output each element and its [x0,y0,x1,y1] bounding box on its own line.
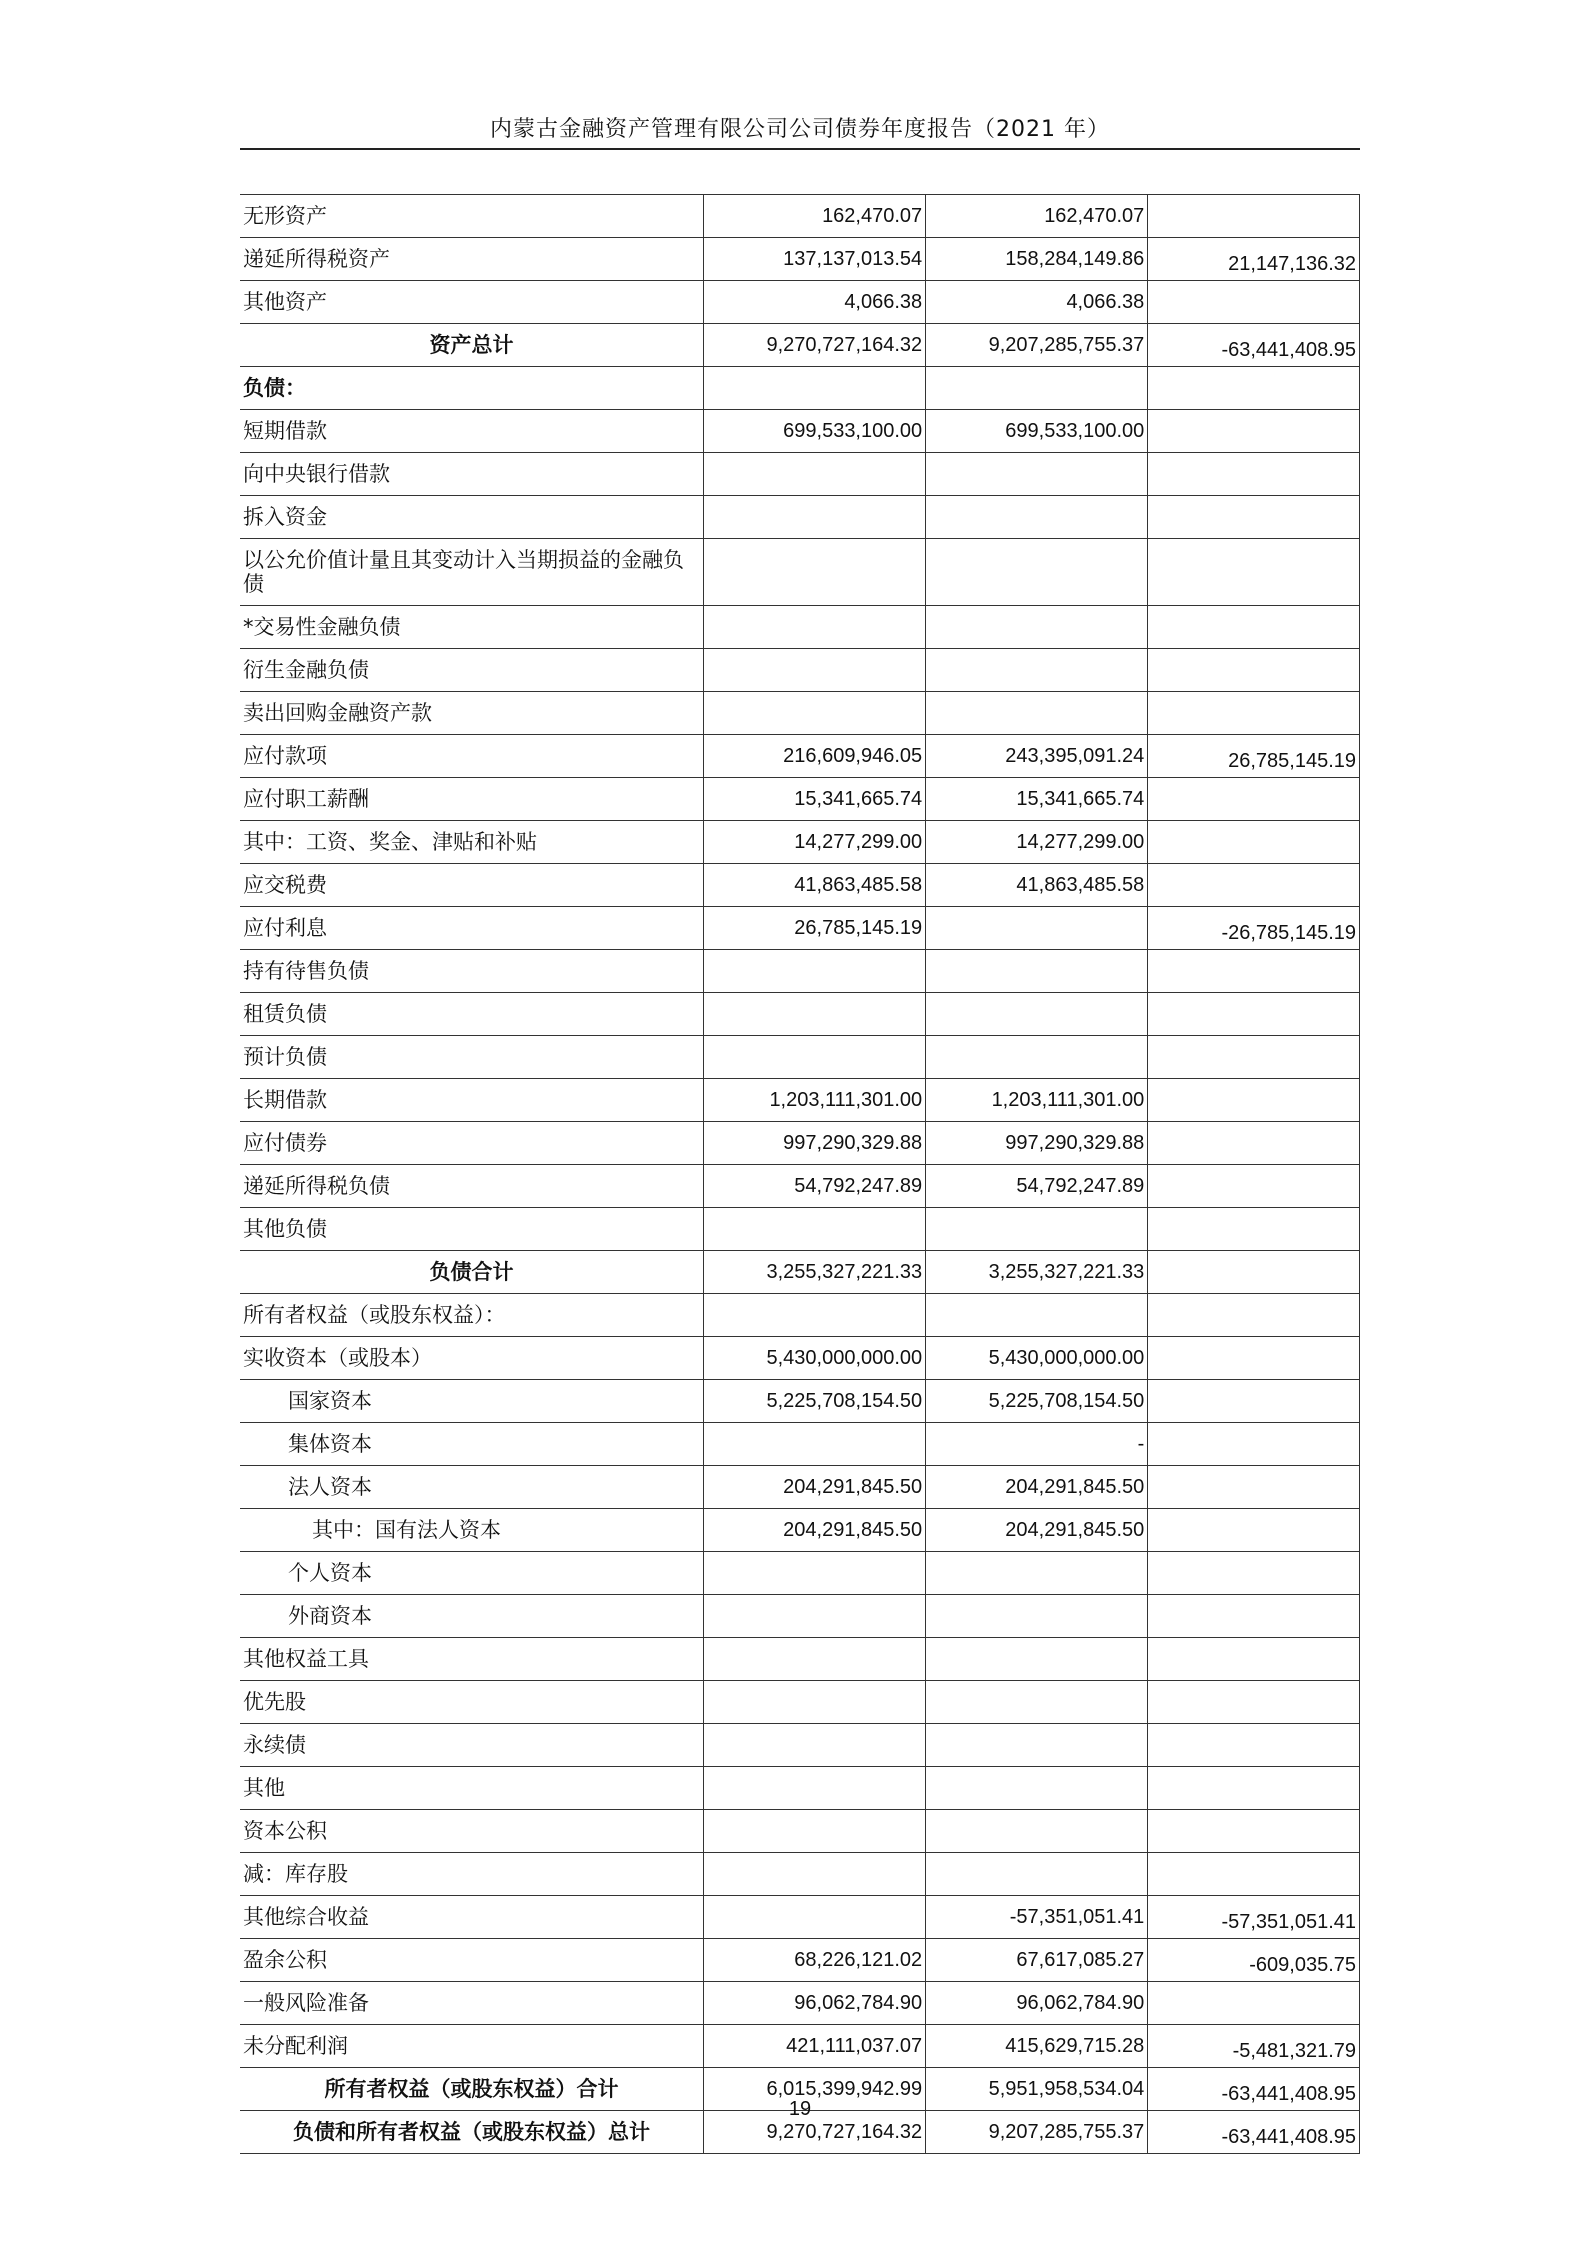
value-cell-col1 [704,1681,926,1724]
value-cell-col2 [926,1595,1148,1638]
value-cell-col2: 699,533,100.00 [926,410,1148,453]
table-row [240,1208,1360,1251]
value-cell-col3 [1148,1638,1360,1681]
row-label: 一般风险准备 [240,1982,704,2025]
value-cell-col1 [704,649,926,692]
row-label: 无形资产 [240,195,704,238]
table-row [240,410,1360,453]
table-row [240,649,1360,692]
value-cell-col1: 162,470.07 [704,195,926,238]
value-cell-col1: 26,785,145.19 [704,907,926,950]
value-cell-col2 [926,1724,1148,1767]
value-cell-col3 [1148,864,1360,907]
row-label: 应付债券 [240,1122,704,1165]
value-cell-col2 [926,1767,1148,1810]
table-row [240,1036,1360,1079]
value-cell-col1: 3,255,327,221.33 [704,1251,926,1294]
row-label: 向中央银行借款 [240,453,704,496]
value-cell-col2: 5,225,708,154.50 [926,1380,1148,1423]
value-cell-col3 [1148,821,1360,864]
value-cell-col1 [704,1595,926,1638]
table-row [240,1552,1360,1595]
value-cell-col3 [1148,1595,1360,1638]
table-row [240,539,1360,606]
value-cell-col3 [1148,1466,1360,1509]
table-row [240,821,1360,864]
table-row [240,1423,1360,1466]
value-cell-col2: 4,066.38 [926,281,1148,324]
header-divider [240,148,1360,150]
table-row [240,993,1360,1036]
value-cell-col3 [1148,281,1360,324]
value-cell-col1 [704,1853,926,1896]
value-cell-col1 [704,606,926,649]
value-cell-col1: 5,430,000,000.00 [704,1337,926,1380]
value-cell-col2: 3,255,327,221.33 [926,1251,1148,1294]
value-cell-col2: 243,395,091.24 [926,735,1148,778]
value-cell-col3: -609,035.75 [1148,1939,1360,1982]
value-cell-col1: 41,863,485.58 [704,864,926,907]
value-cell-col1 [704,1294,926,1337]
table-row [240,1595,1360,1638]
row-label: 应付职工薪酬 [240,778,704,821]
value-cell-col3 [1148,1165,1360,1208]
value-cell-col3 [1148,1337,1360,1380]
value-cell-col1: 68,226,121.02 [704,1939,926,1982]
value-cell-col2 [926,993,1148,1036]
value-cell-col1: 9,270,727,164.32 [704,324,926,367]
value-cell-col3 [1148,1853,1360,1896]
value-cell-col2: 5,951,958,534.04 [926,2068,1148,2111]
balance-sheet-table [240,194,1360,2154]
value-cell-col3 [1148,539,1360,606]
row-label: 递延所得税负债 [240,1165,704,1208]
value-cell-col2: 415,629,715.28 [926,2025,1148,2068]
table-row [240,195,1360,238]
row-label: 减：库存股 [240,1853,704,1896]
value-cell-col3 [1148,1724,1360,1767]
value-cell-col1: 137,137,013.54 [704,238,926,281]
value-cell-col3 [1148,195,1360,238]
value-cell-col2 [926,1294,1148,1337]
table-row [240,907,1360,950]
value-cell-col1 [704,1423,926,1466]
value-cell-col3 [1148,1509,1360,1552]
value-cell-col1: 216,609,946.05 [704,735,926,778]
table-row [240,324,1360,367]
row-label: 实收资本（或股本） [240,1337,704,1380]
table-row [240,735,1360,778]
table-row [240,1681,1360,1724]
row-label: 其中：国有法人资本 [240,1509,704,1552]
value-cell-col2: 67,617,085.27 [926,1939,1148,1982]
table-row [240,950,1360,993]
table-row [240,864,1360,907]
value-cell-col2: 204,291,845.50 [926,1509,1148,1552]
value-cell-col2 [926,1810,1148,1853]
value-cell-col3 [1148,778,1360,821]
row-label: 短期借款 [240,410,704,453]
table-row [240,1638,1360,1681]
value-cell-col3 [1148,367,1360,410]
table-row [240,1294,1360,1337]
value-cell-col1: 5,225,708,154.50 [704,1380,926,1423]
value-cell-col2 [926,453,1148,496]
value-cell-col1: 421,111,037.07 [704,2025,926,2068]
value-cell-col3: -63,441,408.95 [1148,2111,1360,2154]
value-cell-col3 [1148,950,1360,993]
value-cell-col1 [704,1724,926,1767]
row-label: 递延所得税资产 [240,238,704,281]
table-row [240,496,1360,539]
table-row [240,1896,1360,1939]
value-cell-col3: 26,785,145.19 [1148,735,1360,778]
row-label: 永续债 [240,1724,704,1767]
value-cell-col3 [1148,606,1360,649]
value-cell-col3 [1148,993,1360,1036]
row-label: 个人资本 [240,1552,704,1595]
value-cell-col3 [1148,1251,1360,1294]
table-row [240,1079,1360,1122]
table-row [240,1982,1360,2025]
value-cell-col1 [704,1552,926,1595]
table-row [240,692,1360,735]
value-cell-col3: -26,785,145.19 [1148,907,1360,950]
value-cell-col2: 54,792,247.89 [926,1165,1148,1208]
table-row [240,1767,1360,1810]
table-row [240,367,1360,410]
value-cell-col1 [704,1036,926,1079]
value-cell-col3 [1148,1552,1360,1595]
row-label: 应交税费 [240,864,704,907]
table-row [240,1337,1360,1380]
value-cell-col2 [926,1638,1148,1681]
value-cell-col1 [704,453,926,496]
row-label: 其中：工资、奖金、津贴和补贴 [240,821,704,864]
row-label: 长期借款 [240,1079,704,1122]
value-cell-col3 [1148,453,1360,496]
table-row [240,1122,1360,1165]
value-cell-col2 [926,1208,1148,1251]
table-row [240,1466,1360,1509]
value-cell-col3 [1148,1810,1360,1853]
report-header-title: 内蒙古金融资产管理有限公司公司债券年度报告（2021 年） [490,117,1110,142]
value-cell-col1: 15,341,665.74 [704,778,926,821]
table-row [240,778,1360,821]
value-cell-col3 [1148,496,1360,539]
value-cell-col2: 9,207,285,755.37 [926,324,1148,367]
value-cell-col3 [1148,1982,1360,2025]
value-cell-col3: -63,441,408.95 [1148,2068,1360,2111]
row-label: 预计负债 [240,1036,704,1079]
row-label: 其他负债 [240,1208,704,1251]
value-cell-col1: 699,533,100.00 [704,410,926,453]
row-label: 集体资本 [240,1423,704,1466]
value-cell-col2: 41,863,485.58 [926,864,1148,907]
row-label: 所有者权益（或股东权益）合计 [240,2068,704,2111]
value-cell-col1 [704,1810,926,1853]
row-label: 衍生金融负债 [240,649,704,692]
value-cell-col2: 14,277,299.00 [926,821,1148,864]
row-label: 资产总计 [240,324,704,367]
value-cell-col1: 54,792,247.89 [704,1165,926,1208]
row-label: 国家资本 [240,1380,704,1423]
page-number: 19 [788,2098,812,2120]
value-cell-col1: 6,015,399,942.99 [704,2068,926,2111]
row-label: 卖出回购金融资产款 [240,692,704,735]
row-label: *交易性金融负债 [240,606,704,649]
row-label: 其他权益工具 [240,1638,704,1681]
value-cell-col3 [1148,1294,1360,1337]
value-cell-col3 [1148,692,1360,735]
value-cell-col1 [704,1638,926,1681]
row-label: 未分配利润 [240,2025,704,2068]
value-cell-col2: 162,470.07 [926,195,1148,238]
table-row [240,1165,1360,1208]
value-cell-col2 [926,1681,1148,1724]
row-label: 负债合计 [240,1251,704,1294]
value-cell-col2: 1,203,111,301.00 [926,1079,1148,1122]
value-cell-col1: 96,062,784.90 [704,1982,926,2025]
table-row [240,1939,1360,1982]
row-label: 优先股 [240,1681,704,1724]
value-cell-col2 [926,539,1148,606]
row-label: 所有者权益（或股东权益）： [240,1294,704,1337]
row-label: 负债和所有者权益（或股东权益）总计 [240,2111,704,2154]
value-cell-col3: -5,481,321.79 [1148,2025,1360,2068]
value-cell-col2 [926,950,1148,993]
value-cell-col3: -57,351,051.41 [1148,1896,1360,1939]
value-cell-col3 [1148,1380,1360,1423]
value-cell-col2 [926,496,1148,539]
value-cell-col3 [1148,1681,1360,1724]
table-row [240,453,1360,496]
value-cell-col2: 204,291,845.50 [926,1466,1148,1509]
table-row [240,281,1360,324]
value-cell-col2 [926,1036,1148,1079]
row-label: 其他资产 [240,281,704,324]
value-cell-col2: 9,207,285,755.37 [926,2111,1148,2154]
table-row [240,1853,1360,1896]
value-cell-col3 [1148,1208,1360,1251]
table-row [240,2025,1360,2068]
value-cell-col2: 997,290,329.88 [926,1122,1148,1165]
row-label: 外商资本 [240,1595,704,1638]
row-label: 其他 [240,1767,704,1810]
row-label: 法人资本 [240,1466,704,1509]
value-cell-col1 [704,1208,926,1251]
value-cell-col1 [704,692,926,735]
table-row [240,606,1360,649]
value-cell-col1: 997,290,329.88 [704,1122,926,1165]
value-cell-col1 [704,496,926,539]
value-cell-col1 [704,1896,926,1939]
row-label: 负债： [240,367,704,410]
value-cell-col2: -57,351,051.41 [926,1896,1148,1939]
value-cell-col1 [704,950,926,993]
value-cell-col1 [704,1767,926,1810]
value-cell-col3 [1148,1122,1360,1165]
value-cell-col2 [926,907,1148,950]
value-cell-col3: -63,441,408.95 [1148,324,1360,367]
value-cell-col1: 1,203,111,301.00 [704,1079,926,1122]
value-cell-col2: 15,341,665.74 [926,778,1148,821]
value-cell-col3 [1148,410,1360,453]
row-label: 应付利息 [240,907,704,950]
row-label: 租赁负债 [240,993,704,1036]
value-cell-col1: 4,066.38 [704,281,926,324]
value-cell-col1 [704,993,926,1036]
table-row [240,1251,1360,1294]
row-label: 持有待售负债 [240,950,704,993]
value-cell-col1 [704,539,926,606]
value-cell-col2 [926,1853,1148,1896]
row-label: 盈余公积 [240,1939,704,1982]
value-cell-col3 [1148,1036,1360,1079]
value-cell-col3: 21,147,136.32 [1148,238,1360,281]
value-cell-col2 [926,692,1148,735]
table-row [240,1380,1360,1423]
value-cell-col3 [1148,1767,1360,1810]
row-label: 资本公积 [240,1810,704,1853]
value-cell-col3 [1148,1079,1360,1122]
table-row [240,238,1360,281]
value-cell-col2: - [926,1423,1148,1466]
value-cell-col2: 5,430,000,000.00 [926,1337,1148,1380]
value-cell-col2: 96,062,784.90 [926,1982,1148,2025]
row-label: 以公允价值计量且其变动计入当期损益的金融负债 [240,539,704,606]
value-cell-col1: 204,291,845.50 [704,1466,926,1509]
value-cell-col1 [704,367,926,410]
value-cell-col3 [1148,649,1360,692]
row-label: 其他综合收益 [240,1896,704,1939]
value-cell-col2 [926,649,1148,692]
table-row [240,1810,1360,1853]
value-cell-col1: 14,277,299.00 [704,821,926,864]
value-cell-col2 [926,367,1148,410]
value-cell-col1: 9,270,727,164.32 [704,2111,926,2154]
row-label: 应付款项 [240,735,704,778]
row-label: 拆入资金 [240,496,704,539]
table-row [240,1509,1360,1552]
value-cell-col2 [926,1552,1148,1595]
value-cell-col2 [926,606,1148,649]
value-cell-col3 [1148,1423,1360,1466]
value-cell-col1: 204,291,845.50 [704,1509,926,1552]
table-row [240,1724,1360,1767]
value-cell-col2: 158,284,149.86 [926,238,1148,281]
